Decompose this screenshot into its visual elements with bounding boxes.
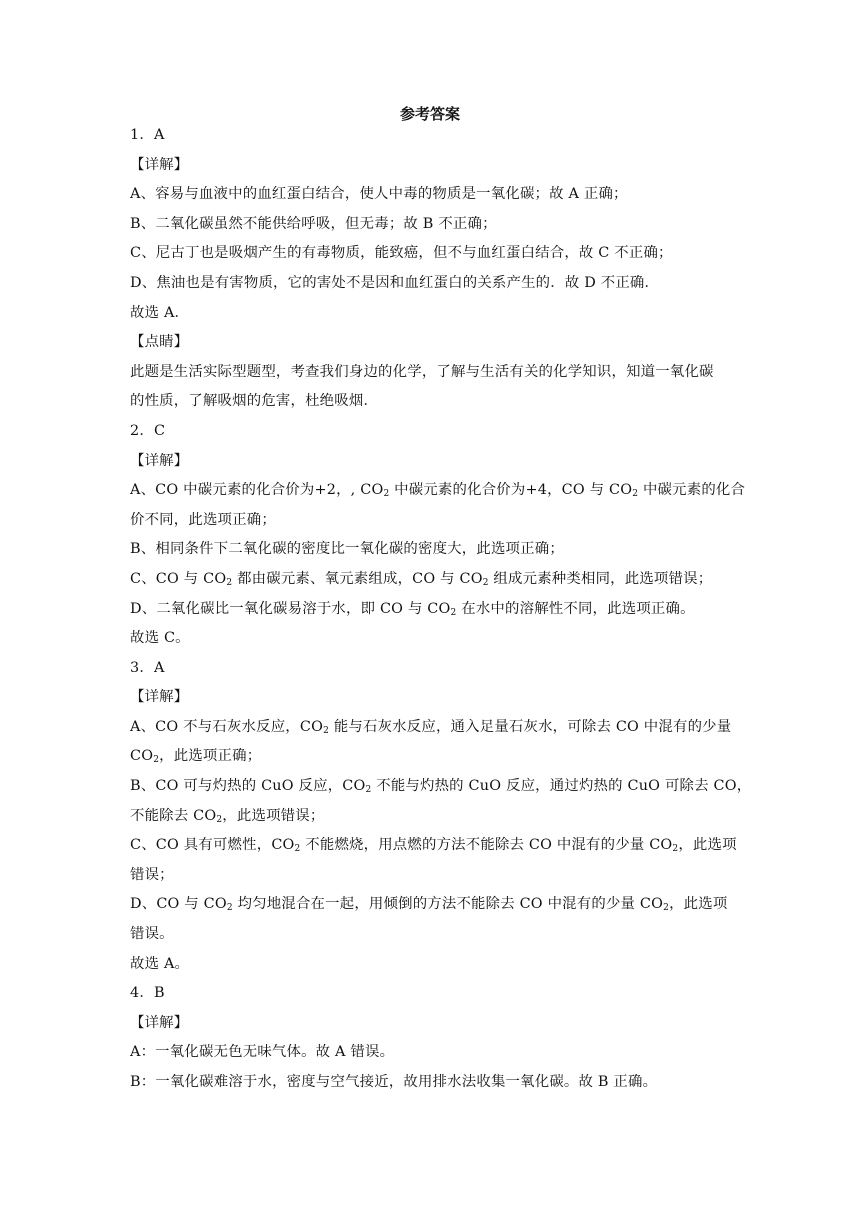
text-line: C、CO 与 $CO_2$ 都由碳元素、氧元素组成，CO 与 $CO_2$ 组成元素种类相同，此选项错误；: [130, 570, 713, 588]
text-line: 【详解】: [130, 452, 189, 469]
text-line: 【点睛】: [130, 334, 189, 351]
text-line: C、尼古丁也是吸烟产生的有毒物质，能致癌，但不与血红蛋白结合，故 C 不正确；: [130, 245, 673, 262]
text-line: 3．A: [130, 659, 165, 676]
text-line: D、焦油也是有害物质，它的害处不是因和血红蛋白的关系产生的．故 D 不正确．: [130, 274, 660, 291]
text-line: 【详解】: [130, 1014, 189, 1031]
text-line: C、CO 具有可燃性，$CO_2$ 不能燃烧，用点燃的方法不能除去 CO 中混有的少量 $CO_2$，此选项: [130, 837, 737, 855]
text-line: 错误；: [130, 866, 174, 883]
text-line: 【详解】: [130, 689, 189, 706]
text-line: 故选 C。: [130, 630, 190, 647]
text-line: B、CO 可与灼热的 CuO 反应，$CO_2$ 不能与灼热的 CuO 反应，通过灼热的 CuO 可除去 CO，: [130, 778, 752, 796]
text-line: 【详解】: [130, 156, 189, 173]
text-line: 错误。: [130, 926, 174, 943]
text-line: 价不同，此选项正确；: [130, 511, 276, 528]
text-line: 4．B: [130, 985, 165, 1002]
answer-content: [130, 121, 752, 1098]
text-line: 的性质，了解吸烟的危害，杜绝吸烟．: [130, 393, 379, 410]
text-line: B：一氧化碳难溶于水，密度与空气接近，故用排水法收集一氧化碳。故 B 正确。: [130, 1074, 658, 1090]
text-line: A、容易与血液中的血红蛋白结合，使人中毒的物质是一氧化碳；故 A 正确；: [130, 186, 628, 203]
text-line: 故选 A。: [130, 955, 190, 972]
text-line: $CO_2$，此选项正确；: [130, 748, 262, 766]
text-line: 2．C: [130, 422, 166, 439]
text-line: 此题是生活实际型题型，考查我们身边的化学，了解与生活有关的化学知识，知道一氧化碳: [130, 363, 714, 380]
text-line: D、二氧化碳比一氧化碳易溶于水，即 CO 与 $CO_2$ 在水中的溶解性不同，此选项正确。: [130, 600, 695, 618]
text-line: 1．A: [130, 127, 165, 143]
text-line: 不能除去 $CO_2$，此选项错误；: [130, 807, 325, 825]
text-line: B、相同条件下二氧化碳的密度比一氧化碳的密度大，此选项正确；: [130, 541, 564, 558]
text-line: 故选 A．: [130, 304, 190, 321]
text-line: A、CO 中碳元素的化合价为+2，, $CO_2$ 中碳元素的化合价为+4，CO 与 $CO_2$ 中碳元素的化合: [130, 482, 746, 500]
text-line: A：一氧化碳无色无味气体。故 A 错误。: [130, 1044, 395, 1061]
text-line: B、二氧化碳虽然不能供给呼吸，但无毒；故 B 不正确；: [130, 215, 497, 232]
text-line: A、CO 不与石灰水反应，$CO_2$ 能与石灰水反应，通入足量石灰水，可除去 CO 中混有的少量: [130, 718, 732, 736]
page-title: 参考答案: [399, 105, 460, 123]
text-line: D、CO 与 $CO_2$ 均匀地混合在一起，用倾倒的方法不能除去 CO 中混有的少量 $CO_2$，此选项: [130, 896, 728, 914]
